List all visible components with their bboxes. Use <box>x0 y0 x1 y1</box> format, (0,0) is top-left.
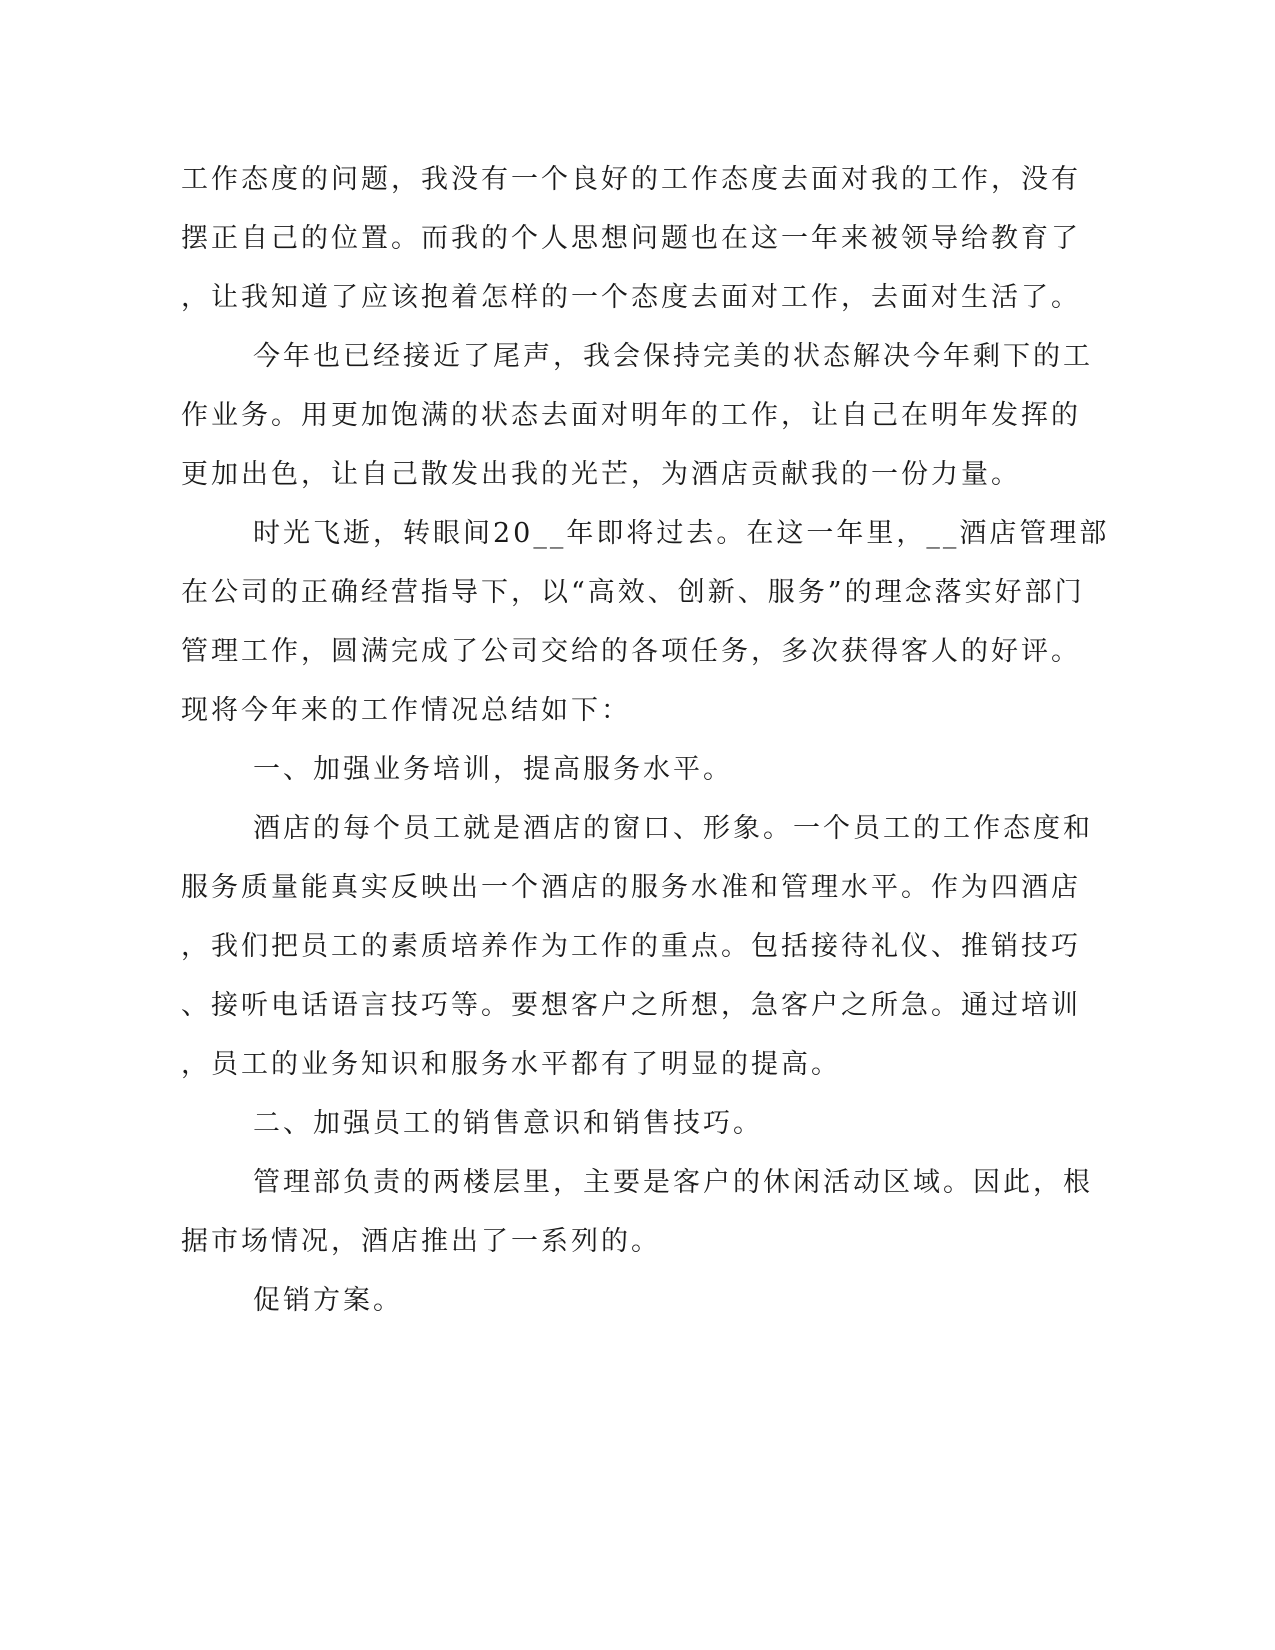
text-line: 工作态度的问题，我没有一个良好的工作态度去面对我的工作，没有 <box>181 164 1081 195</box>
text-line: ，让我知道了应该抱着怎样的一个态度去面对工作，去面对生活了。 <box>181 282 1081 313</box>
text-line: 更加出色，让自己散发出我的光芒，为酒店贡献我的一份力量。 <box>181 459 1021 490</box>
text-line: 现将今年来的工作情况总结如下： <box>181 695 631 726</box>
text-line: 据市场情况，酒店推出了一系列的。 <box>181 1226 661 1257</box>
text-line: 今年也已经接近了尾声，我会保持完美的状态解决今年剩下的工 <box>253 341 1093 372</box>
section-heading: 一、加强业务培训，提高服务水平。 <box>253 754 733 785</box>
section-heading: 二、加强员工的销售意识和销售技巧。 <box>253 1108 763 1139</box>
text-line: 时光飞逝，转眼间20__年即将过去。在这一年里，__酒店管理部 <box>253 518 1110 549</box>
text-line: 服务质量能真实反映出一个酒店的服务水准和管理水平。作为四酒店 <box>181 872 1081 903</box>
text-line: 摆正自己的位置。而我的个人思想问题也在这一年来被领导给教育了 <box>181 223 1081 254</box>
text-line: 酒店的每个员工就是酒店的窗口、形象。一个员工的工作态度和 <box>253 813 1093 844</box>
text-line: 管理工作，圆满完成了公司交给的各项任务，多次获得客人的好评。 <box>181 636 1081 667</box>
text-line: ，我们把员工的素质培养作为工作的重点。包括接待礼仪、推销技巧 <box>181 931 1081 962</box>
text-line: 促销方案。 <box>253 1285 403 1316</box>
text-line: 、接听电话语言技巧等。要想客户之所想，急客户之所急。通过培训 <box>181 990 1081 1021</box>
text-line: ，员工的业务知识和服务水平都有了明显的提高。 <box>181 1049 841 1080</box>
text-line: 作业务。用更加饱满的状态去面对明年的工作，让自己在明年发挥的 <box>181 400 1081 431</box>
text-line: 管理部负责的两楼层里，主要是客户的休闲活动区域。因此，根 <box>253 1167 1093 1198</box>
text-line: 在公司的正确经营指导下，以“高效、创新、服务”的理念落实好部门 <box>181 577 1085 608</box>
